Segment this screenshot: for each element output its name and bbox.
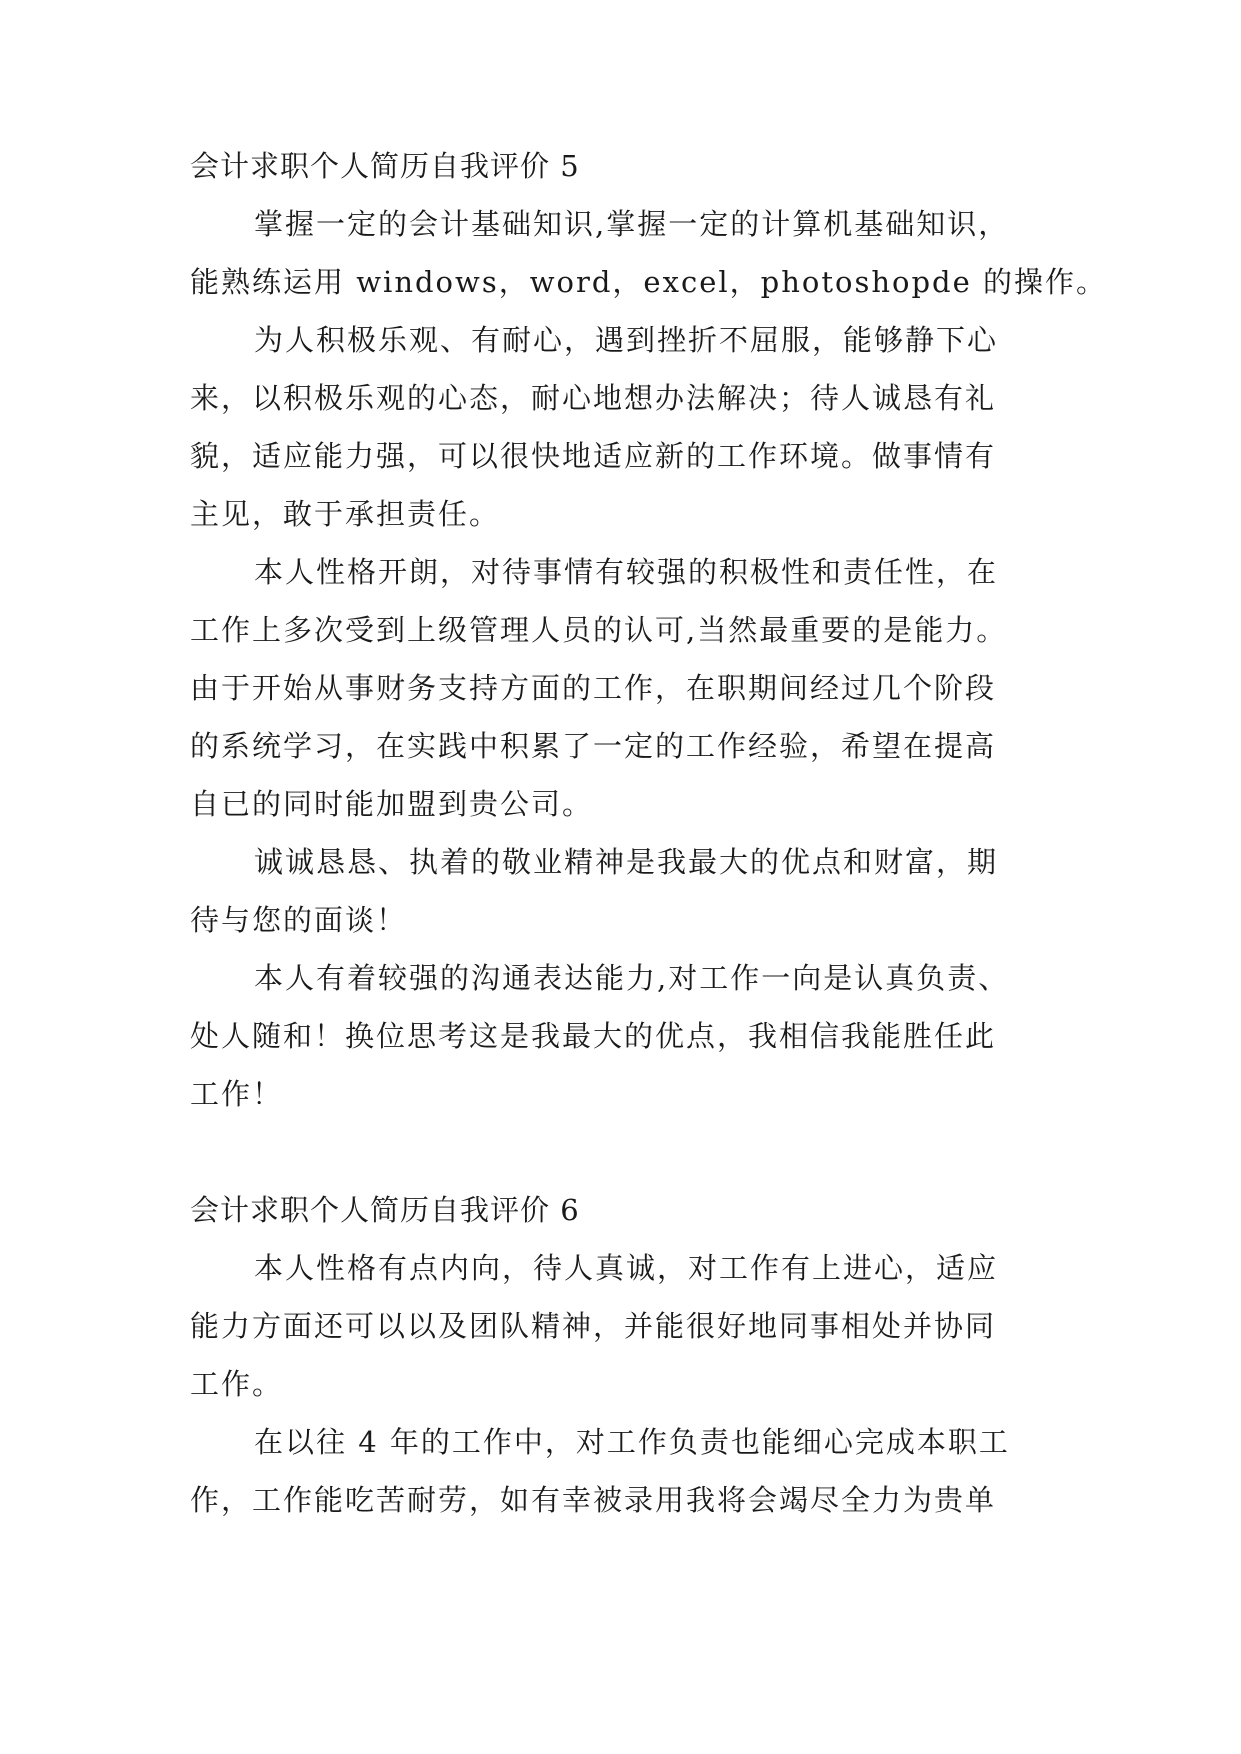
paragraph-line: 工作上多次受到上级管理人员的认可,当然最重要的是能力。 (190, 613, 1008, 647)
paragraph-line: 待与您的面谈！ (190, 903, 408, 937)
paragraph-line: 工作！ (190, 1077, 284, 1111)
paragraph-line: 诚诚恳恳、执着的敬业精神是我最大的优点和财富，期 (254, 845, 999, 879)
paragraph-line: 本人有着较强的沟通表达能力,对工作一向是认真负责、 (254, 961, 1010, 995)
paragraph-line: 掌握一定的会计基础知识,掌握一定的计算机基础知识， (254, 207, 1010, 241)
paragraph-line: 作，工作能吃苦耐劳，如有幸被录用我将会竭尽全力为贵单 (190, 1483, 997, 1517)
paragraph-line: 能熟练运用 windows，word，excel，photoshopde 的操作。 (190, 265, 1107, 299)
paragraph-line: 由于开始从事财务支持方面的工作，在职期间经过几个阶段 (190, 671, 997, 705)
paragraph-line: 本人性格有点内向，待人真诚，对工作有上进心，适应 (254, 1251, 999, 1285)
paragraph-line: 为人积极乐观、有耐心，遇到挫折不屈服，能够静下心 (254, 323, 999, 357)
section-heading: 会计求职个人简历自我评价 5 (190, 149, 580, 183)
paragraph-line: 貌，适应能力强，可以很快地适应新的工作环境。做事情有 (190, 439, 997, 473)
paragraph-line: 来，以积极乐观的心态，耐心地想办法解决；待人诚恳有礼 (190, 381, 997, 415)
paragraph-line: 自已的同时能加盟到贵公司。 (190, 787, 594, 821)
paragraph-line: 本人性格开朗，对待事情有较强的积极性和责任性，在 (254, 555, 999, 589)
paragraph-line: 的系统学习，在实践中积累了一定的工作经验，希望在提高 (190, 729, 997, 763)
paragraph-line: 在以往 4 年的工作中，对工作负责也能细心完成本职工 (254, 1425, 1010, 1459)
paragraph-line: 处人随和！换位思考这是我最大的优点，我相信我能胜任此 (190, 1019, 997, 1053)
paragraph-line: 能力方面还可以以及团队精神，并能很好地同事相处并协同 (190, 1309, 997, 1343)
paragraph-line: 工作。 (190, 1367, 284, 1401)
section-heading: 会计求职个人简历自我评价 6 (190, 1193, 580, 1227)
paragraph-line: 主见，敢于承担责任。 (190, 497, 501, 531)
